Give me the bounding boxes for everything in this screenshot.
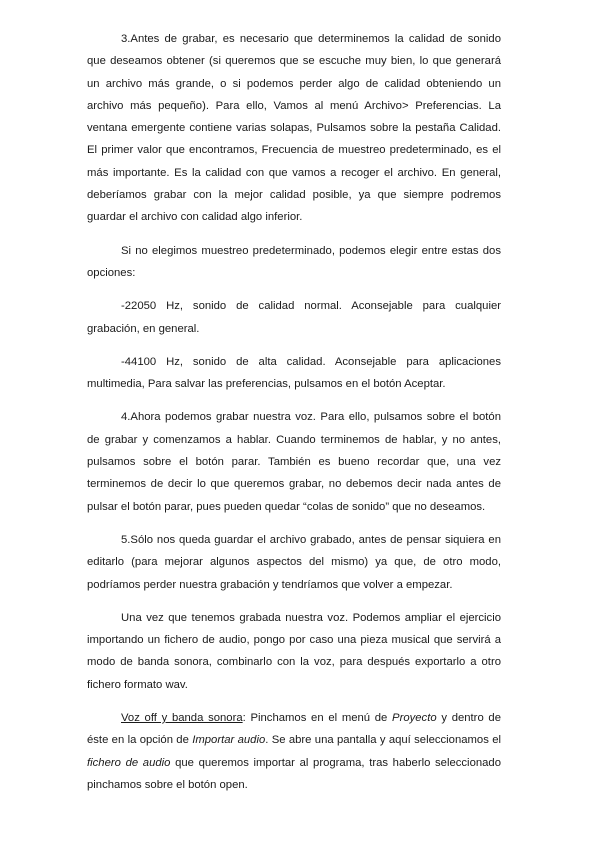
paragraph-step-4: 4.Ahora podemos grabar nuestra voz. Para ello, pulsamos sobre el botón de grabar y comenzamos a hablar. Cuando terminemos de hablar, y no antes, pulsamos sobre el botón parar. También es bueno recordar que, una vez terminemos de decir lo que queremos grabar, no debemos decir nada antes de pulsar el botón parar, pues pueden quedar “colas de sonido” que no deseamos.: [87, 411, 501, 513]
paragraph-import-audio: Una vez que tenemos grabada nuestra voz. Podemos ampliar el ejercicio importando un fichero de audio, pongo por caso una pieza musical que servirá a modo de banda sonora, combinarlo con la voz, para después exportarlo a otro fichero formato wav.: [87, 611, 501, 691]
term-fichero-de-audio: fichero de audio: [87, 756, 171, 769]
paragraph-option-44100: -44100 Hz, sonido de alta calidad. Aconsejable para aplicaciones multimedia, Para salvar las preferencias, pulsamos en el botón Aceptar.: [87, 355, 501, 391]
voice-off-text-1: : Pinchamos en el menú de: [242, 712, 393, 725]
paragraph-sampling-options: Si no elegimos muestreo predeterminado, podemos elegir entre estas dos opciones:: [87, 244, 501, 279]
menu-proyecto: Proyecto: [392, 712, 437, 725]
voice-off-heading: Voz off y banda sonora: [121, 712, 243, 725]
paragraph-voice-off: [87, 707, 501, 796]
paragraph-step-5: 5.Sólo nos queda guardar el archivo grabado, antes de pensar siquiera en editarlo (para mejorar algunos aspectos del mismo) ya que, de otro modo, podríamos perder nuestra grabación y tendríamos que volver a empezar.: [87, 533, 501, 591]
voice-off-text-3: . Se abre una pantalla y aquí seleccionamos el: [265, 734, 501, 747]
paragraph-step-3: 3.Antes de grabar, es necesario que determinemos la calidad de sonido que deseamos obtener (si queremos que se escuche muy bien, lo que generará un archivo más grande, o si podemos perder algo de calidad obteniendo un archivo más pequeño). Para ello, Vamos al menú Archivo> Preferencias. La ventana emergente contiene varias solapas, Pulsamos sobre la pestaña Calidad. El primer valor que encontramos, Frecuencia de muestreo predeterminado, es el más importante. Es la calidad con que vamos a recoger el archivo. En general, deberíamos grabar con la mejor calidad posible, ya que siempre podremos guardar el archivo con calidad algo inferior.: [87, 33, 501, 224]
voice-off-text-2: y dentro de éste en la opción de: [87, 712, 501, 747]
voice-off-text-4: que queremos importar al programa, tras haberlo seleccionado pinchamos sobre el botón open.: [87, 756, 501, 791]
option-importar-audio: Importar audio: [192, 734, 266, 747]
paragraph-option-22050: -22050 Hz, sonido de calidad normal. Aconsejable para cualquier grabación, en general.: [87, 300, 501, 335]
